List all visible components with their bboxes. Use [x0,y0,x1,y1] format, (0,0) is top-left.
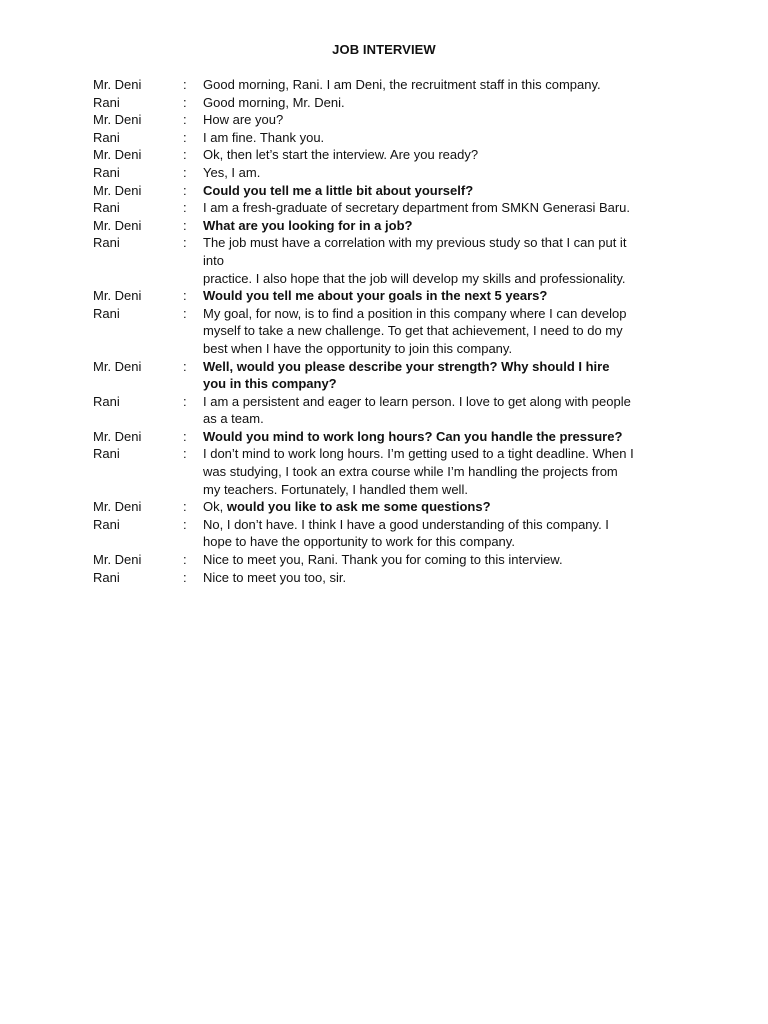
dialogue-line: practice. I also hope that the job will develop my skills and professionality. [203,270,626,286]
dialogue-line: was studying, I took an extra course while I’m handling the projects from [203,464,618,480]
dialogue-line: I am a persistent and eager to learn person. I love to get along with people [203,393,631,409]
dialogue-list [93,76,683,586]
dialogue-text [203,129,683,147]
dialogue-row [93,393,683,428]
dialogue-line: I am fine. Thank you. [203,129,325,145]
separator-colon: : [183,147,187,163]
dialogue-row [93,182,683,200]
dialogue-text [203,76,683,94]
dialogue-line: Nice to meet you, Rani. Thank you for coming to this interview. [203,552,563,568]
dialogue-line: you in this company? [203,376,337,392]
dialogue-line: Yes, I am. [203,164,261,180]
dialogue-text [203,445,683,498]
speaker-name: Mr. Deni [93,77,142,92]
separator-colon: : [183,182,187,198]
speaker-name: Rani [93,446,120,462]
separator-colon: : [183,77,187,92]
separator-colon: : [183,552,187,568]
separator-colon: : [183,305,187,321]
dialogue-row [93,428,683,446]
dialogue-line: Ok, then let’s start the interview. Are you ready? [203,147,479,163]
separator-colon: : [183,569,187,585]
dialogue-line: Would you tell me about your goals in the next 5 years? [203,288,548,304]
dialogue-line: Well, would you please describe your strength? Why should I hire [203,358,610,374]
dialogue-line: Nice to meet you too, sir. [203,569,347,585]
dialogue-line-prefix: Ok, [203,499,227,515]
speaker-name: Rani [93,305,120,321]
speaker-name: Rani [93,235,120,251]
dialogue-line: into [203,252,224,268]
dialogue-row [93,94,683,112]
dialogue-row [93,199,683,217]
speaker-name: Rani [93,164,120,180]
dialogue-row [93,551,683,569]
dialogue-line: The job must have a correlation with my previous study so that I can put it [203,235,627,251]
dialogue-text [203,393,683,428]
speaker-name: Mr. Deni [93,112,142,128]
dialogue-line [203,498,683,516]
separator-colon: : [183,446,187,462]
dialogue-line: Good morning, Mr. Deni. [203,94,345,110]
dialogue-line: myself to take a new challenge. To get that achievement, I need to do my [203,323,623,339]
dialogue-row [93,516,683,551]
dialogue-text [203,94,683,112]
dialogue-row [93,234,683,287]
dialogue-row [93,445,683,498]
dialogue-row [93,498,683,516]
speaker-name: Mr. Deni [93,358,142,374]
dialogue-line: Could you tell me a little bit about yourself? [203,182,474,198]
dialogue-line: best when I have the opportunity to join this company. [203,340,513,356]
dialogue-text [203,569,683,587]
speaker-name: Rani [93,516,120,532]
dialogue-text [203,305,683,358]
dialogue-row [93,76,683,94]
speaker-name: Mr. Deni [93,428,142,444]
dialogue-text [203,551,683,569]
dialogue-line: I don’t mind to work long hours. I’m getting used to a tight deadline. When I [203,446,634,462]
separator-colon: : [183,235,187,251]
separator-colon: : [183,94,187,110]
separator-colon: : [183,112,187,128]
dialogue-row [93,287,683,305]
document-title: JOB INTERVIEW [332,42,436,57]
dialogue-text [203,146,683,164]
dialogue-line: as a team. [203,411,264,427]
speaker-name: Mr. Deni [93,288,142,304]
separator-colon: : [183,217,187,233]
separator-colon: : [183,428,187,444]
speaker-name: Mr. Deni [93,182,142,198]
dialogue-line: My goal, for now, is to find a position in this company where I can develop [203,305,627,321]
speaker-name: Rani [93,94,120,110]
dialogue-row [93,569,683,587]
dialogue-text [203,428,683,446]
dialogue-row [93,164,683,182]
dialogue-row [93,129,683,147]
dialogue-line: How are you? [203,112,284,128]
speaker-name: Mr. Deni [93,552,142,568]
dialogue-line: No, I don’t have. I think I have a good understanding of this company. I [203,516,609,532]
speaker-name: Mr. Deni [93,217,142,233]
dialogue-text [203,217,683,235]
dialogue-line: hope to have the opportunity to work for this company. [203,534,515,550]
separator-colon: : [183,164,187,180]
dialogue-text [203,234,683,287]
dialogue-text [203,164,683,182]
speaker-name: Rani [93,393,120,409]
dialogue-line: my teachers. Fortunately, I handled them well. [203,481,468,497]
speaker-name: Rani [93,129,120,145]
dialogue-text [203,199,683,217]
dialogue-row [93,146,683,164]
separator-colon: : [183,516,187,532]
dialogue-line: Would you mind to work long hours? Can you handle the pressure? [203,428,623,444]
separator-colon: : [183,129,187,145]
dialogue-text [203,182,683,200]
separator-colon: : [183,288,187,304]
dialogue-row [93,305,683,358]
dialogue-text [203,516,683,551]
dialogue-text [203,111,683,129]
speaker-name: Mr. Deni [93,147,142,163]
separator-colon: : [183,358,187,374]
dialogue-line: What are you looking for in a job? [203,217,413,233]
dialogue-line: I am a fresh-graduate of secretary department from SMKN Generasi Baru. [203,200,631,216]
dialogue-row [93,217,683,235]
separator-colon: : [183,200,187,216]
dialogue-row [93,358,683,393]
separator-colon: : [183,499,187,515]
dialogue-text [203,358,683,393]
dialogue-text [203,287,683,305]
dialogue-row [93,111,683,129]
separator-colon: : [183,393,187,409]
dialogue-line: Good morning, Rani. I am Deni, the recruitment staff in this company. [203,77,601,92]
speaker-name: Rani [93,200,120,216]
dialogue-line-bold: would you like to ask me some questions? [226,499,491,515]
speaker-name: Rani [93,569,120,585]
speaker-name: Mr. Deni [93,499,142,515]
dialogue-text [203,498,683,516]
